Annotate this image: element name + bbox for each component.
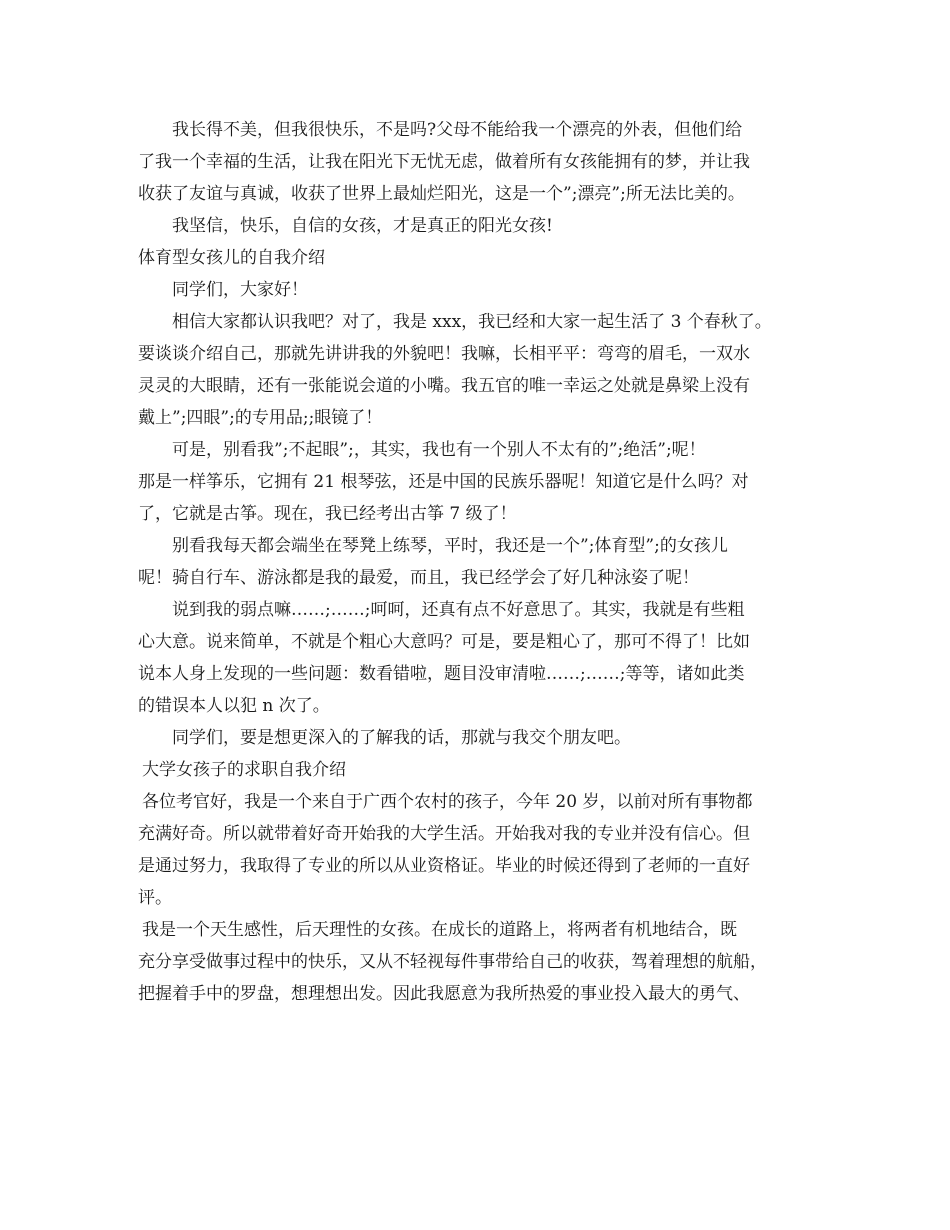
text-line: 相信大家都认识我吧？对了，我是 xxx，我已经和大家一起生活了 3 个春秋了。 bbox=[172, 312, 772, 332]
paragraph bbox=[138, 594, 828, 722]
text-line: 的错误本人以犯 n 次了。 bbox=[138, 696, 330, 716]
paragraph bbox=[138, 114, 828, 210]
text-line: 同学们，要是想更深入的了解我的话，那就与我交个朋友吧。 bbox=[172, 728, 631, 748]
section-heading: 大学女孩子的求职自我介绍 bbox=[142, 760, 346, 780]
text-line: 说到我的弱点嘛……;……;呵呵，还真有点不好意思了。其实，我就是有些粗 bbox=[172, 600, 745, 620]
text-line: 我长得不美，但我很快乐，不是吗?父母不能给我一个漂亮的外表，但他们给 bbox=[172, 120, 743, 140]
paragraph bbox=[138, 530, 828, 594]
paragraph bbox=[138, 722, 828, 754]
text-line: 要谈谈介绍自己，那就先讲讲我的外貌吧！我嘛，长相平平：弯弯的眉毛，一双水 bbox=[138, 344, 750, 364]
text-line: 可是，别看我”;不起眼”;，其实，我也有一个别人不太有的”;绝活”;呢！ bbox=[172, 440, 706, 460]
text-line: 各位考官好，我是一个来自于广西个农村的孩子，今年 20 岁，以前对所有事物都 bbox=[142, 792, 753, 812]
text-line: 别看我每天都会端坐在琴凳上练琴，平时，我还是一个”;体育型”;的女孩儿 bbox=[172, 536, 728, 556]
section-heading: 体育型女孩儿的自我介绍 bbox=[138, 248, 325, 268]
text-line: 我坚信，快乐，自信的女孩，才是真正的阳光女孩! bbox=[172, 216, 553, 236]
paragraph bbox=[138, 306, 828, 434]
text-line: 了我一个幸福的生活，让我在阳光下无忧无虑，做着所有女孩能拥有的梦，并让我 bbox=[138, 152, 750, 172]
text-line: 同学们，大家好！ bbox=[172, 280, 308, 300]
paragraph bbox=[138, 210, 828, 242]
paragraph bbox=[138, 434, 828, 530]
text-line: 评。 bbox=[138, 888, 172, 908]
paragraph bbox=[138, 914, 828, 1010]
text-line: 呢！骑自行车、游泳都是我的最爱，而且，我已经学会了好几种泳姿了呢！ bbox=[138, 568, 699, 588]
text-line: 收获了友谊与真诚，收获了世界上最灿烂阳光，这是一个”;漂亮”;所无法比美的。 bbox=[138, 184, 745, 204]
text-line: 戴上”;四眼”;的专用品;;眼镜了！ bbox=[138, 408, 383, 428]
text-line: 充分享受做事过程中的快乐，又从不轻视每件事带给自己的收获，驾着理想的航船， bbox=[138, 952, 767, 972]
text-line: 说本人身上发现的一些问题：数看错啦，题目没审清啦……;……;等等，诸如此类 bbox=[138, 664, 745, 684]
text-line: 心大意。说来简单，不就是个粗心大意吗？可是，要是粗心了，那可不得了！比如 bbox=[138, 632, 750, 652]
paragraph bbox=[138, 274, 828, 306]
text-line: 充满好奇。所以就带着好奇开始我的大学生活。开始我对我的专业并没有信心。但 bbox=[138, 824, 750, 844]
text-line: 把握着手中的罗盘，想理想出发。因此我愿意为我所热爱的事业投入最大的勇气、 bbox=[138, 984, 750, 1004]
paragraph bbox=[138, 786, 828, 914]
text-line: 了，它就是古筝。现在，我已经考出古筝 7 级了！ bbox=[138, 504, 517, 524]
document-body bbox=[138, 114, 828, 1010]
text-line: 那是一样筝乐，它拥有 21 根琴弦，还是中国的民族乐器呢！知道它是什么吗？对 bbox=[138, 472, 749, 492]
text-line: 我是一个天生感性，后天理性的女孩。在成长的道路上，将两者有机地结合，既 bbox=[142, 920, 737, 940]
text-line: 灵灵的大眼睛，还有一张能说会道的小嘴。我五官的唯一幸运之处就是鼻梁上没有 bbox=[138, 376, 750, 396]
text-line: 是通过努力，我取得了专业的所以从业资格证。毕业的时候还得到了老师的一直好 bbox=[138, 856, 750, 876]
